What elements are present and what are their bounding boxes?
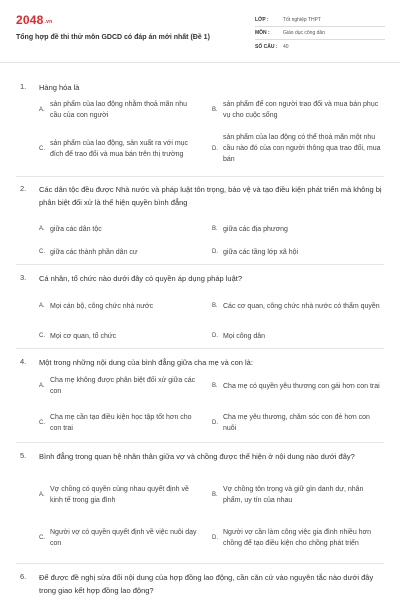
- meta-key: MÔN :: [255, 30, 270, 36]
- option-text: Vợ chồng có quyền cùng nhau quyết định về kinh tế trong gia đình: [50, 486, 189, 504]
- question-divider: [16, 264, 384, 265]
- option-text: Cha mẹ cần tạo điều kiện học tập tốt hơn cho con trai: [50, 414, 192, 432]
- question-divider: [16, 563, 384, 564]
- option-text: Mọi cơ quan, tổ chức: [50, 332, 117, 340]
- option-text: giữa các địa phương: [223, 225, 288, 233]
- option-letter: A.: [39, 492, 45, 498]
- option-c[interactable]: [39, 330, 199, 342]
- logo-main: 2048: [16, 13, 44, 27]
- option-b[interactable]: [212, 375, 382, 397]
- option-text: sản phẩm của lao động có thể thoả mãn một nhu cầu nào đó của con người thông qua trao đổi, mua bán: [223, 134, 381, 163]
- option-b[interactable]: [212, 295, 382, 317]
- question-divider: [16, 442, 384, 443]
- option-text: Cha mẹ có quyền yêu thương con gái hơn con trai: [223, 382, 380, 390]
- header: [0, 0, 400, 58]
- meta-table: [255, 14, 385, 53]
- meta-row-count: [255, 40, 385, 53]
- option-text: sản phẩm để con người trao đổi và mua bán phục vụ cho cuộc sống: [223, 101, 379, 119]
- option-b[interactable]: [212, 484, 382, 506]
- option-text: giữa các tầng lớp xã hội: [223, 248, 299, 256]
- option-text: Vợ chồng tôn trọng và giữ gìn danh dự, nhân phẩm, uy tín của nhau: [223, 486, 364, 504]
- option-text: Người vợ có quyền quyết định về việc nuôi dạy con: [50, 528, 197, 547]
- question-number: 3.: [20, 273, 27, 282]
- option-text: giữa các thành phần dân cư: [50, 248, 138, 256]
- option-letter: A.: [39, 107, 45, 113]
- meta-key: LỚP :: [255, 17, 269, 23]
- option-letter: D.: [212, 145, 218, 152]
- option-text: Cha mẹ yêu thương, chăm sóc con đẻ hơn con nuôi: [223, 414, 370, 432]
- option-letter: A.: [39, 226, 45, 232]
- option-c[interactable]: [39, 246, 199, 258]
- logo-suffix: .vn: [44, 19, 53, 25]
- question-text: Bình đẳng trong quan hệ nhân thân giữa vợ và chồng được thể hiện ở nội dung nào dưới đây?: [39, 452, 355, 461]
- meta-value: 40: [283, 43, 289, 50]
- option-a[interactable]: [39, 223, 199, 235]
- option-a[interactable]: [39, 375, 199, 397]
- option-d[interactable]: [212, 412, 382, 434]
- meta-value: Tốt nghiệp THPT: [283, 17, 321, 23]
- option-c[interactable]: [39, 412, 199, 434]
- option-a[interactable]: [39, 295, 199, 317]
- option-letter: C.: [39, 249, 45, 255]
- meta-value: Giáo dục công dân: [283, 30, 325, 36]
- option-b[interactable]: [212, 223, 382, 235]
- question-number: 6.: [20, 572, 27, 581]
- option-text: Cha mẹ không được phân biệt đối xử giữa các con: [50, 377, 196, 395]
- question-text: Hàng hóa là: [39, 83, 80, 92]
- option-letter: C.: [39, 145, 45, 152]
- header-divider: [0, 62, 400, 63]
- option-letter: C.: [39, 534, 45, 541]
- option-letter: B.: [212, 383, 218, 389]
- question-number: 4.: [20, 357, 27, 366]
- option-letter: C.: [39, 333, 45, 339]
- option-b[interactable]: [212, 99, 382, 121]
- question-text: Cá nhân, tổ chức nào dưới đây có quyền áp dụng pháp luật?: [39, 274, 243, 283]
- option-text: Mọi cán bộ, công chức nhà nước: [50, 302, 154, 310]
- site-logo[interactable]: [16, 13, 52, 27]
- option-letter: D.: [212, 534, 218, 541]
- option-letter: B.: [212, 492, 218, 498]
- option-d[interactable]: [212, 132, 382, 165]
- question-divider: [16, 348, 384, 349]
- option-a[interactable]: [39, 484, 199, 506]
- page-title: Tổng hợp đề thi thử môn GDCD có đáp án mới nhất (Đề 1): [16, 34, 210, 41]
- option-text: Mọi công dân: [223, 332, 266, 340]
- question-number: 2.: [20, 184, 27, 193]
- question-text: Các dân tộc đều được Nhà nước và pháp luật tôn trọng, bảo vệ và tạo điều kiện phát triển mà không bị phân biệt đối xử là thể hiện quyền bình đẳng: [39, 185, 382, 207]
- question-text: Để được đề nghị sửa đổi nội dung của hợp đồng lao động, cần căn cứ vào nguyên tắc nào dưới đây trong giao kết hợp đồng lao động?: [39, 573, 374, 595]
- option-letter: A.: [39, 383, 45, 389]
- question-number: 1.: [20, 82, 27, 91]
- option-a[interactable]: [39, 99, 199, 121]
- option-d[interactable]: [212, 246, 382, 258]
- question-text: Một trong những nội dung của bình đẳng giữa cha mẹ và con là:: [39, 358, 253, 367]
- option-letter: B.: [212, 107, 218, 113]
- option-text: giữa các dân tộc: [50, 225, 102, 233]
- meta-key: SỐ CÂU :: [255, 43, 278, 50]
- option-letter: C.: [39, 420, 45, 426]
- option-d[interactable]: [212, 521, 382, 554]
- option-letter: D.: [212, 333, 218, 339]
- option-letter: D.: [212, 420, 218, 426]
- option-text: Các cơ quan, công chức nhà nước có thẩm quyền: [223, 302, 380, 310]
- option-c[interactable]: [39, 521, 199, 554]
- option-letter: B.: [212, 303, 218, 309]
- question-number: 5.: [20, 451, 27, 460]
- meta-row-subject: [255, 27, 385, 40]
- option-c[interactable]: [39, 132, 199, 165]
- option-letter: A.: [39, 303, 45, 309]
- option-text: sản phẩm của lao động nhằm thoả mãn nhu cầu của con người: [50, 101, 187, 119]
- meta-row-class: [255, 14, 385, 27]
- question-divider: [16, 176, 384, 177]
- option-d[interactable]: [212, 330, 382, 342]
- option-letter: B.: [212, 226, 218, 232]
- option-letter: D.: [212, 249, 218, 255]
- option-text: sản phẩm của lao động, sản xuất ra với mục đích để trao đổi và mua bán trên thị trường: [50, 139, 189, 158]
- option-text: Người vợ cần làm công việc gia đình nhiều hơn chồng để tạo điều kiện cho chồng phát triển: [223, 528, 372, 547]
